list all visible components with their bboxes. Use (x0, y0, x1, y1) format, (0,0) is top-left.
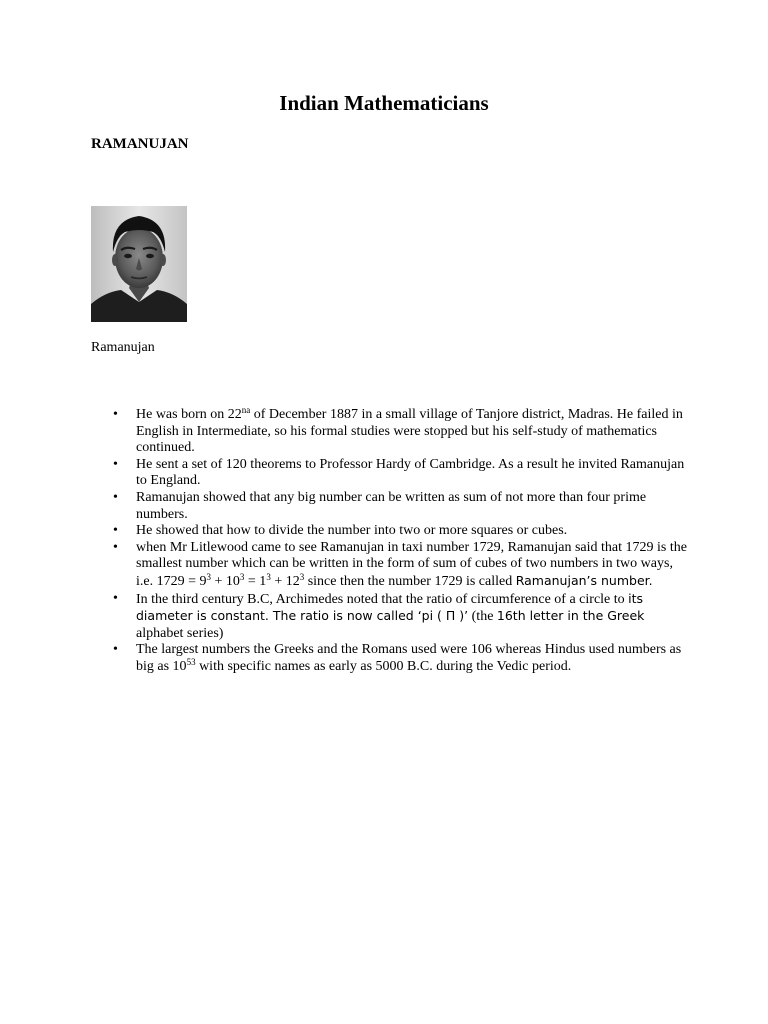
list-item: • In the third century B.C, Archimedes noted that the ratio of circumference of a circle to its diameter is constant. The ratio is now called ‘pi ( Π )’ (the 16th letter in the Greek alphabet series) (113, 590, 645, 641)
page-title: Indian Mathematicians (279, 91, 489, 115)
bullet-icon: • (113, 523, 118, 539)
section-heading: RAMANUJAN (91, 136, 189, 152)
list-item: • He was born on $22^{na}$ of December 1887 in a small village of Tanjore district, Madras. He failed in English in Intermediate, so his formal studies were stopped but his self-study of mathematics continued. (113, 405, 683, 456)
list-item: • Ramanujan showed that any big number can be written as sum of not more than four prime numbers. (113, 489, 647, 522)
portrait-caption: Ramanujan (91, 340, 155, 355)
portrait-photo (91, 206, 187, 322)
list-item: • He sent a set of 120 theorems to Professor Hardy of Cambridge. As a result he invited Ramanujan to England. (113, 456, 685, 489)
bullet-icon: • (113, 539, 118, 555)
list-item: • The largest numbers the Greeks and the Romans used were 106 whereas Hindus used numbers as big as $10^{53}$ with specific names as early as 5000 B.C. during the Vedic period. (113, 642, 682, 674)
bullet-icon: • (113, 456, 118, 472)
bullet-icon: • (113, 489, 118, 505)
bullet-icon: • (113, 642, 118, 658)
list-item: • when Mr Litlewood came to see Ramanujan in taxi number 1729, Ramanujan said that 1729 is the smallest number which can be written in the form of sum of cubes of two numbers in two ways, i.e. $1729 = 9^3 + 10^3 = 1^3 + 12^3$ since then the number 1729 is called Ramanujan’s number. (113, 539, 687, 589)
list-item: • He showed that how to divide the number into two or more squares or cubes. (113, 523, 568, 539)
bullet-icon: • (113, 407, 118, 422)
facts-list (91, 407, 691, 676)
bullet-icon: • (113, 590, 118, 606)
